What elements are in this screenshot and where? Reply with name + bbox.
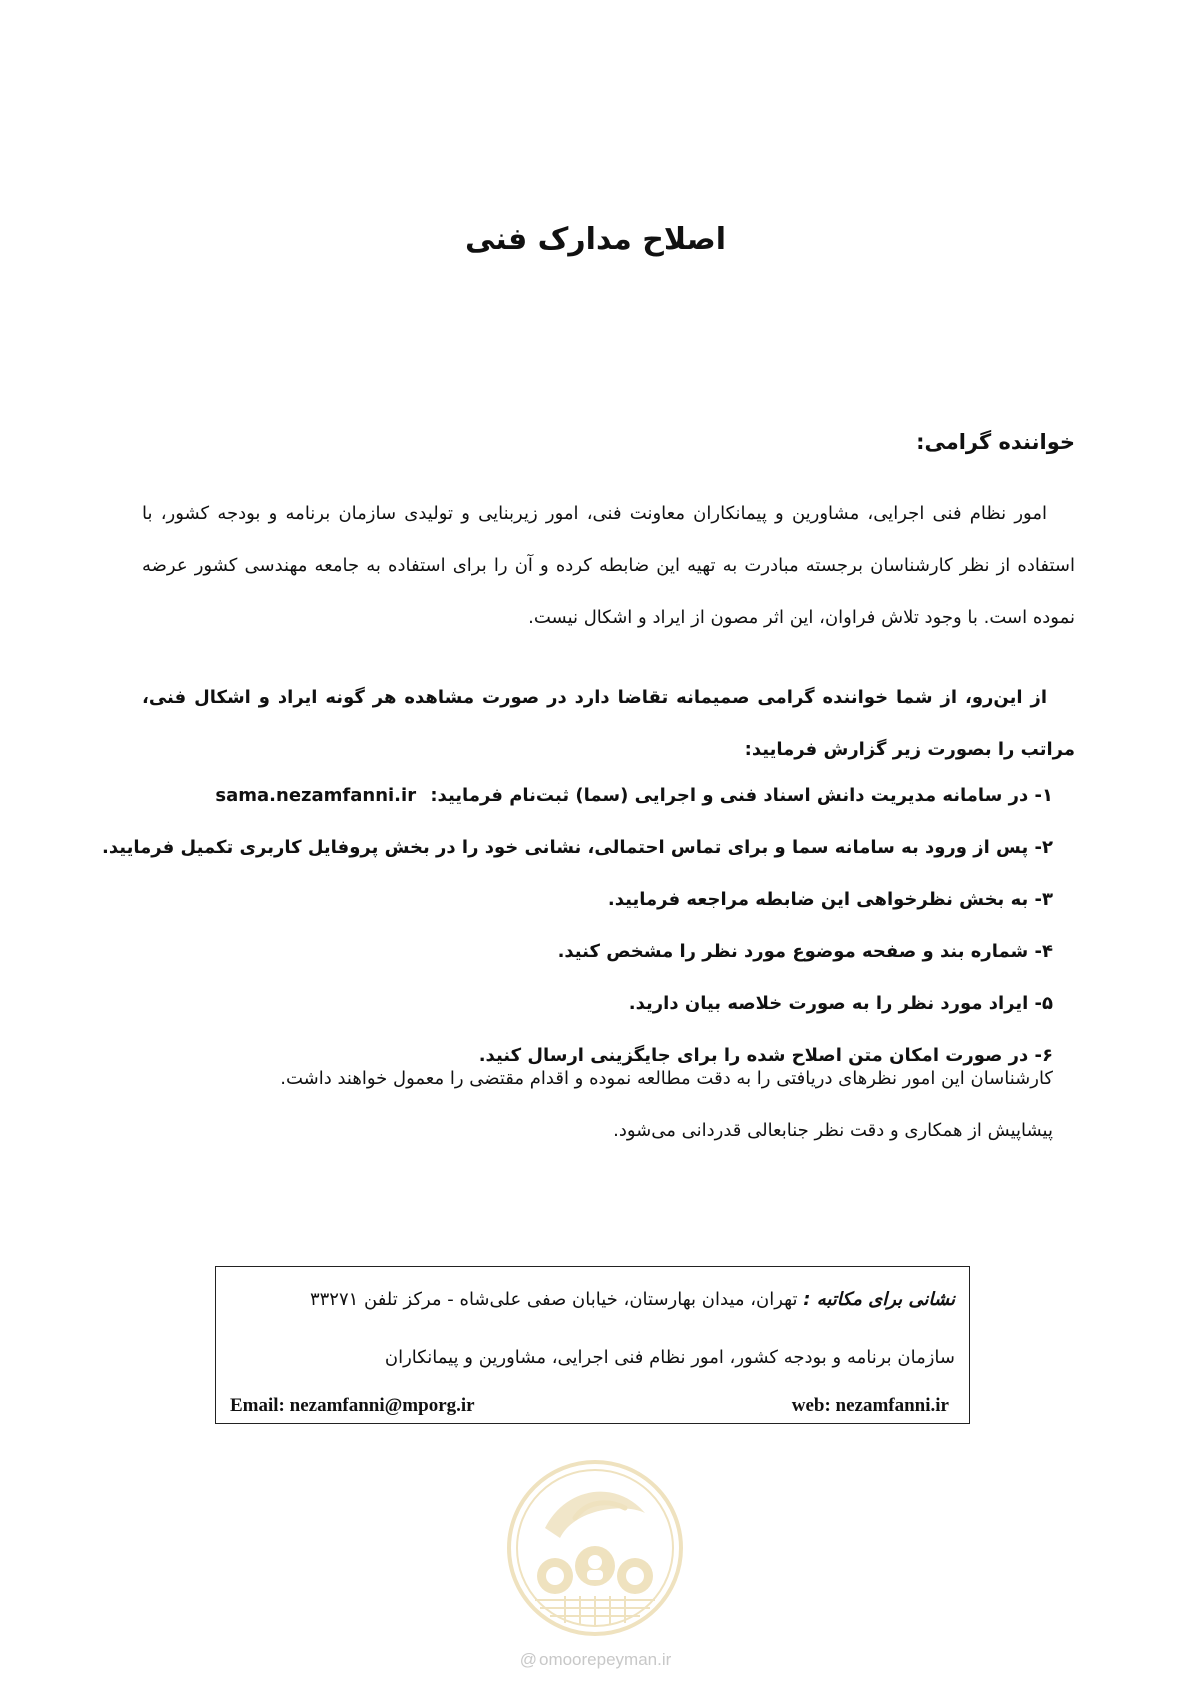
address-text: تهران، میدان بهارستان، خیابان صفی علی‌شاه - مرکز تلفن ۳۳۲۷۱ (309, 1289, 798, 1310)
step-text: ۱- در سامانه مدیریت دانش اسناد فنی و اجرایی (سما) ثبت‌نام فرمایید: (430, 785, 1053, 806)
step-item (173, 926, 1053, 978)
request-paragraph: از این‌رو، از شما خواننده گرامی صمیمانه تقاضا دارد در صورت مشاهده هر گونه ایراد و اشکال فنی، مراتب را بصورت زیر گزارش فرمایید: (142, 687, 1075, 760)
steps-list (102, 770, 1053, 1082)
step-item (173, 874, 1053, 926)
step-text: ۶- در صورت امکان متن اصلاح شده را برای جایگزینی ارسال کنید. (478, 1045, 1053, 1066)
address-label: نشانی برای مکاتبه : (803, 1289, 955, 1310)
web-link[interactable]: web: nezamfanni.ir (791, 1395, 949, 1416)
step-item (173, 770, 1053, 822)
watermark (0, 1650, 1191, 1670)
salutation: خواننده گرامی: (916, 430, 1075, 454)
step-item (173, 978, 1053, 1030)
step-text: ۴- شماره بند و صفحه موضوع مورد نظر را مشخص کنید. (557, 941, 1053, 962)
intro-paragraph: امور نظام فنی اجرایی، مشاورین و پیمانکاران معاونت فنی، امور زیربنایی و تولیدی سازمان برنامه و بودجه کشور، با استفاده از نظر کارشناسان برجسته مبادرت به تهیه این ضابطه کرده و آن را برای استفاده به جامعه مهندسی کشور عرضه نموده است. با وجود تلاش فراوان، این اثر مصون از ایراد و اشکال نیست. (142, 503, 1075, 628)
step-text: ۲- پس از ورود به سامانه سما و برای تماس احتمالی، نشانی خود را در بخش پروفایل کاربری تکمیل فرمایید. (102, 837, 1053, 858)
stamp-logo-icon (505, 1458, 685, 1638)
step-text: ۵- ایراد مورد نظر را به صورت خلاصه بیان دارید. (628, 993, 1053, 1014)
at-icon: @ (519, 1650, 537, 1669)
watermark-text: omoorepeyman.ir (538, 1650, 672, 1669)
address-line (310, 1289, 955, 1310)
address-box (215, 1266, 970, 1424)
step-text: ۳- به بخش نظرخواهی این ضابطه مراجعه فرمایید. (607, 889, 1053, 910)
closing-line: کارشناسان این امور نظرهای دریافتی را به دقت مطالعه نموده و اقدام مقتضی را معمول خواهند داشت. (280, 1068, 1053, 1089)
closing-line: پیشاپیش از همکاری و دقت نظر جنابعالی قدردانی می‌شود. (613, 1120, 1053, 1141)
page-title: اصلاح مدارک فنی (465, 222, 726, 257)
sama-link[interactable]: sama.nezamfanni.ir (215, 785, 417, 806)
email-link[interactable]: Email: nezamfanni@mporg.ir (230, 1395, 475, 1416)
step-item (102, 822, 1053, 874)
organization-line: سازمان برنامه و بودجه کشور، امور نظام فنی اجرایی، مشاورین و پیمانکاران (384, 1347, 955, 1368)
